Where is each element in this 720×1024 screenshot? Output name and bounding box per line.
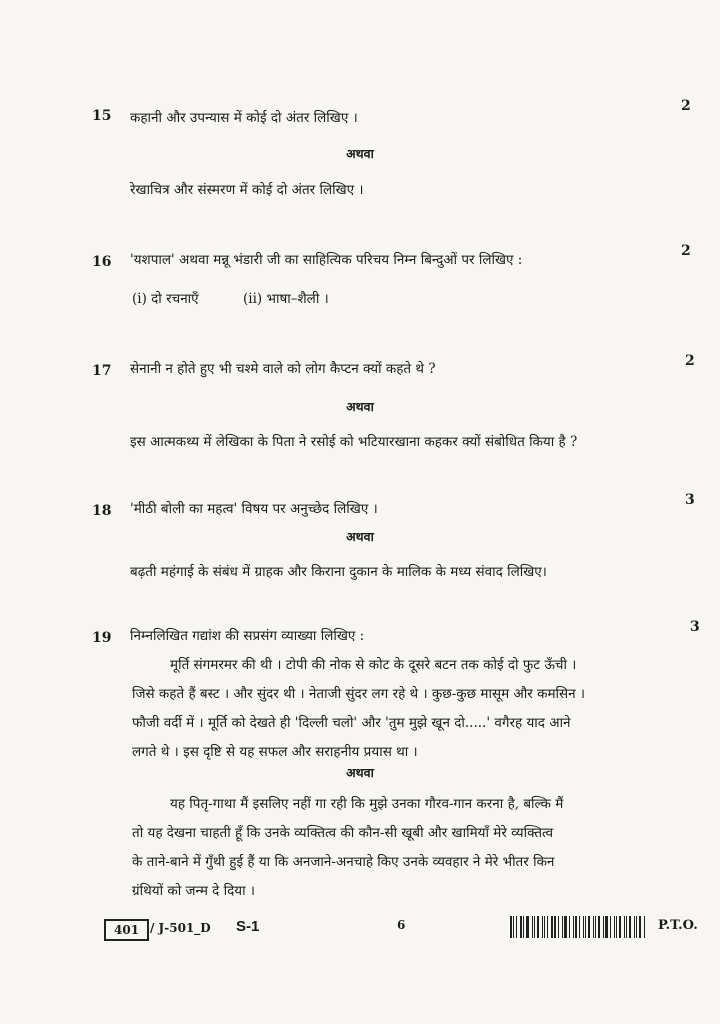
barcode-stripe [605, 916, 608, 938]
question-17-alt-text: इस आत्मकथ्य में लेखिका के पिता ने रसोई को भटियारखाना कहकर क्यों संबोधित किया है ? [130, 434, 578, 450]
question-18-marks: 3 [685, 492, 695, 508]
barcode-stripe [583, 916, 584, 938]
question-19-or: अथवा [346, 765, 374, 780]
barcode-stripe [629, 916, 631, 938]
barcode-stripe [569, 916, 570, 938]
question-19-marks: 3 [690, 619, 700, 635]
barcode-stripe [516, 916, 517, 938]
barcode-stripe [624, 916, 625, 938]
barcode-stripe [579, 916, 580, 938]
question-18-or: अथवा [346, 529, 374, 544]
barcode-stripe [513, 916, 514, 938]
barcode-stripe [614, 916, 615, 938]
barcode-stripe [593, 916, 594, 938]
barcode-stripe [644, 916, 645, 938]
question-15-number: 15 [92, 108, 112, 124]
barcode-stripe [537, 916, 539, 938]
footer-code-box: 401 [104, 919, 149, 941]
question-19-passage [132, 651, 672, 767]
question-17-text: सेनानी न होते हुए भी चश्मे वाले को लोग कैप्टन क्यों कहते थे ? [130, 361, 436, 377]
barcode-stripe [598, 916, 600, 938]
barcode-stripe [564, 916, 567, 938]
barcode-stripe [547, 916, 548, 938]
alt-passage-line: के ताने-बाने में गुँथी हुई हैं या कि अनजाने-अनचाहे किए उनके व्यवहार ने मेरे भीतर किन [132, 854, 555, 870]
barcode-stripe [616, 916, 617, 938]
question-16-number: 16 [92, 254, 112, 270]
barcode-stripe [510, 916, 512, 938]
question-19-text: निम्नलिखित गद्यांश की सप्रसंग व्याख्या लिखिए : [130, 628, 365, 644]
barcode-stripe [562, 916, 563, 938]
barcode-stripe [595, 916, 596, 938]
barcode-stripe [520, 916, 522, 938]
barcode-stripe [534, 916, 535, 938]
question-17-or: अथवा [346, 399, 374, 414]
passage-line: लगते थे । इस दृष्टि से यह सफल और सराहनीय प्रयास था । [132, 744, 418, 760]
question-15-alt-text: रेखाचित्र और संस्मरण में कोई दो अंतर लिखिए । [130, 182, 364, 198]
barcode-stripe [575, 916, 577, 938]
barcode-stripe [636, 916, 637, 938]
alt-passage-line: तो यह देखना चाहती हूँ कि उनके व्यक्तित्व की कौन-सी खूबी और खामियाँ मेरे व्यक्तित्व [132, 825, 554, 841]
footer-pto: P.T.O. [658, 918, 698, 933]
question-19-alt-passage [132, 790, 672, 906]
alt-passage-line: यह पितृ-गाथा मैं इसलिए नहीं गा रही कि मुझे उनका गौरव-गान करना है, बल्कि मैं [170, 796, 564, 812]
question-16-point-1: (i) दो रचनाएँ [132, 291, 199, 307]
question-18-alt-text: बढ़ती महंगाई के संबंध में ग्राहक और किराना दुकान के मालिक के मध्य संवाद लिखिए। [130, 564, 547, 580]
barcode-stripe [573, 916, 574, 938]
barcode-stripe [544, 916, 545, 938]
passage-line: मूर्ति संगमरमर की थी । टोपी की नोक से कोट के दूसरे बटन तक कोई दो फुट ऊँची । [170, 657, 577, 673]
barcode-stripe [554, 916, 556, 938]
barcode-stripe [610, 916, 611, 938]
barcode-stripe [603, 916, 604, 938]
question-17-number: 17 [92, 363, 112, 379]
barcode-stripe [526, 916, 529, 938]
barcode-stripe [551, 916, 553, 938]
question-15-text: कहानी और उपन्यास में कोई दो अंतर लिखिए । [130, 110, 358, 126]
alt-passage-line: ग्रंथियों को जन्म दे दिया । [132, 883, 256, 899]
barcode [510, 916, 648, 938]
passage-line: जिसे कहते हैं बस्ट । और सुंदर थी । नेताजी सुंदर लग रहे थे । कुछ-कुछ मासूम और कमसिन । [132, 686, 586, 702]
barcode-stripe [532, 916, 533, 938]
question-16-text: 'यशपाल' अथवा मन्नू भंडारी जी का साहित्यिक परिचय निम्न बिन्दुओं पर लिखिए : [130, 252, 523, 268]
barcode-stripe [542, 916, 543, 938]
barcode-stripe [588, 916, 590, 938]
question-18-number: 18 [92, 503, 112, 519]
barcode-stripe [639, 916, 641, 938]
barcode-stripe [523, 916, 524, 938]
passage-line: फौजी वर्दी में । मूर्ति को देखते ही 'दिल्ली चलो' और 'तुम मुझे खून दो.....' वगैरह याद आने [132, 715, 571, 731]
question-16-point-2: (ii) भाषा–शैली । [243, 291, 329, 307]
footer-set: S-1 [236, 918, 260, 935]
question-17-marks: 2 [685, 353, 695, 369]
barcode-stripe [585, 916, 586, 938]
barcode-stripe [626, 916, 627, 938]
barcode-stripe [558, 916, 559, 938]
question-15-or: अथवा [346, 146, 374, 161]
question-16-marks: 2 [681, 243, 691, 259]
question-15-marks: 2 [681, 98, 691, 114]
question-18-text: 'मीठी बोली का महत्व' विषय पर अनुच्छेद लिखिए । [130, 501, 378, 517]
barcode-stripe [634, 916, 635, 938]
question-19-number: 19 [92, 630, 112, 646]
footer-paper-code: / J-501_D [150, 921, 211, 935]
barcode-stripe [619, 916, 621, 938]
footer-page-number: 6 [397, 918, 406, 932]
